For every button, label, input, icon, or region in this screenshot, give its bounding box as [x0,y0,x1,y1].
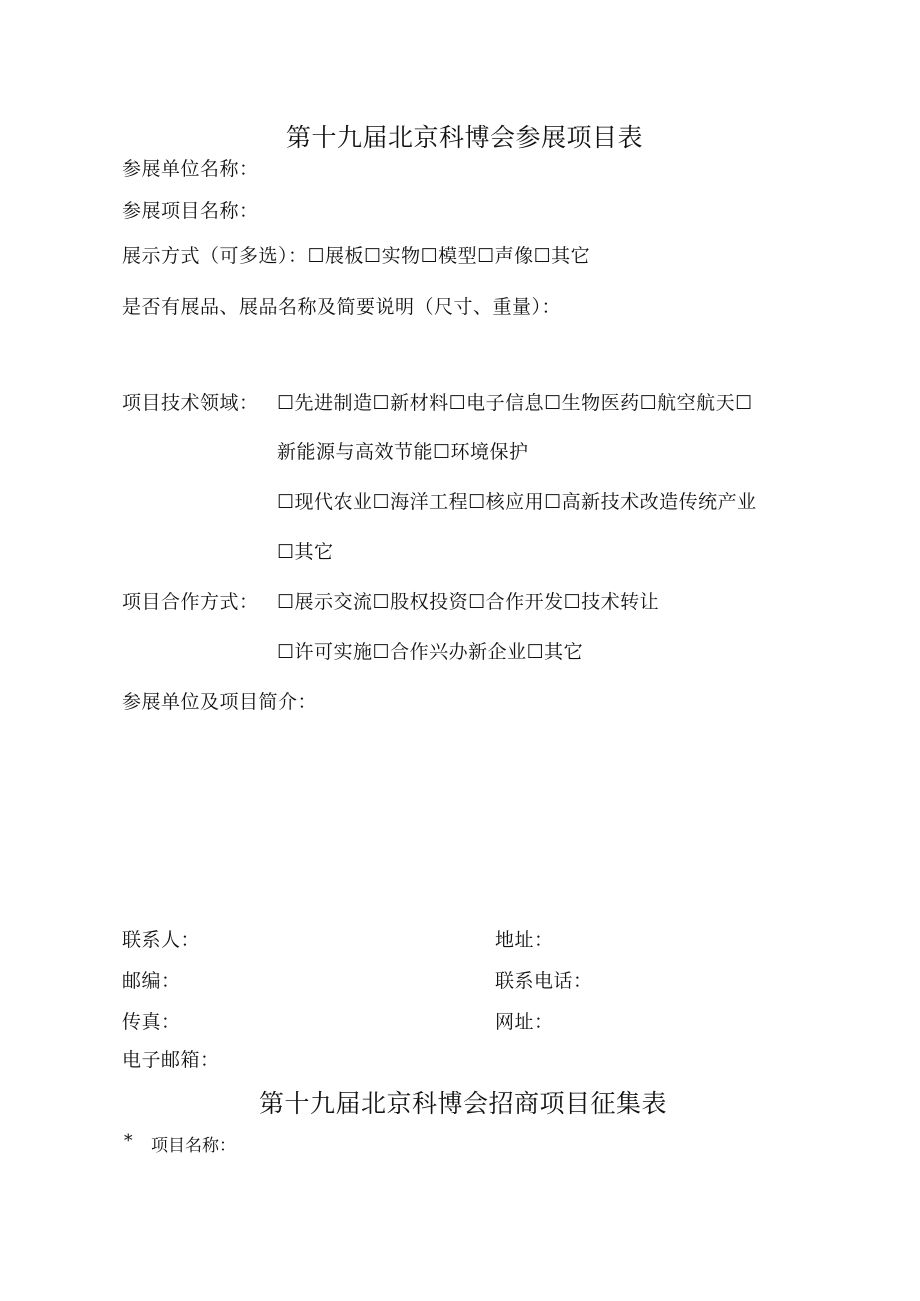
address-label: 地址： [495,929,554,951]
phone-label: 联系电话： [495,970,593,992]
website-label: 网址： [495,1011,554,1033]
tech-field-options-line4: ☐其它 [277,541,334,563]
display-mode-options: 展示方式（可多选）：☐展板☐实物☐模型☐声像☐其它 [122,245,591,267]
postcode-label: 邮编： [122,970,181,992]
intro-label: 参展单位及项目简介： [122,691,318,713]
tech-field-options-line2: 新能源与高效节能☐环境保护 [277,441,529,463]
required-star: * [124,1131,133,1151]
exhibits-description-label: 是否有展品、展品名称及简要说明（尺寸、重量）： [122,296,562,318]
form2-project-name-label: 项目名称： [151,1136,236,1156]
cooperation-label: 项目合作方式： [122,591,259,613]
exhibition-form-title: 第十九届北京科博会参展项目表 [286,123,644,152]
tech-field-options-line1: ☐先进制造☐新材料☐电子信息☐生物医药☐航空航天☐ [277,392,753,414]
email-label: 电子邮箱： [122,1049,220,1071]
tech-field-label: 项目技术领域： [122,392,259,414]
project-name-label: 参展项目名称： [122,200,259,222]
contact-person-label: 联系人： [122,929,201,951]
investment-form-title: 第十九届北京科博会招商项目征集表 [259,1089,668,1118]
fax-label: 传真： [122,1011,181,1033]
unit-name-label: 参展单位名称： [122,158,259,180]
cooperation-options-line2: ☐许可实施☐合作兴办新企业☐其它 [277,641,584,663]
cooperation-options-line1: ☐展示交流☐股权投资☐合作开发☐技术转让 [277,591,660,613]
tech-field-options-line3: ☐现代农业☐海洋工程☐核应用☐高新技术改造传统产业 [277,491,757,513]
